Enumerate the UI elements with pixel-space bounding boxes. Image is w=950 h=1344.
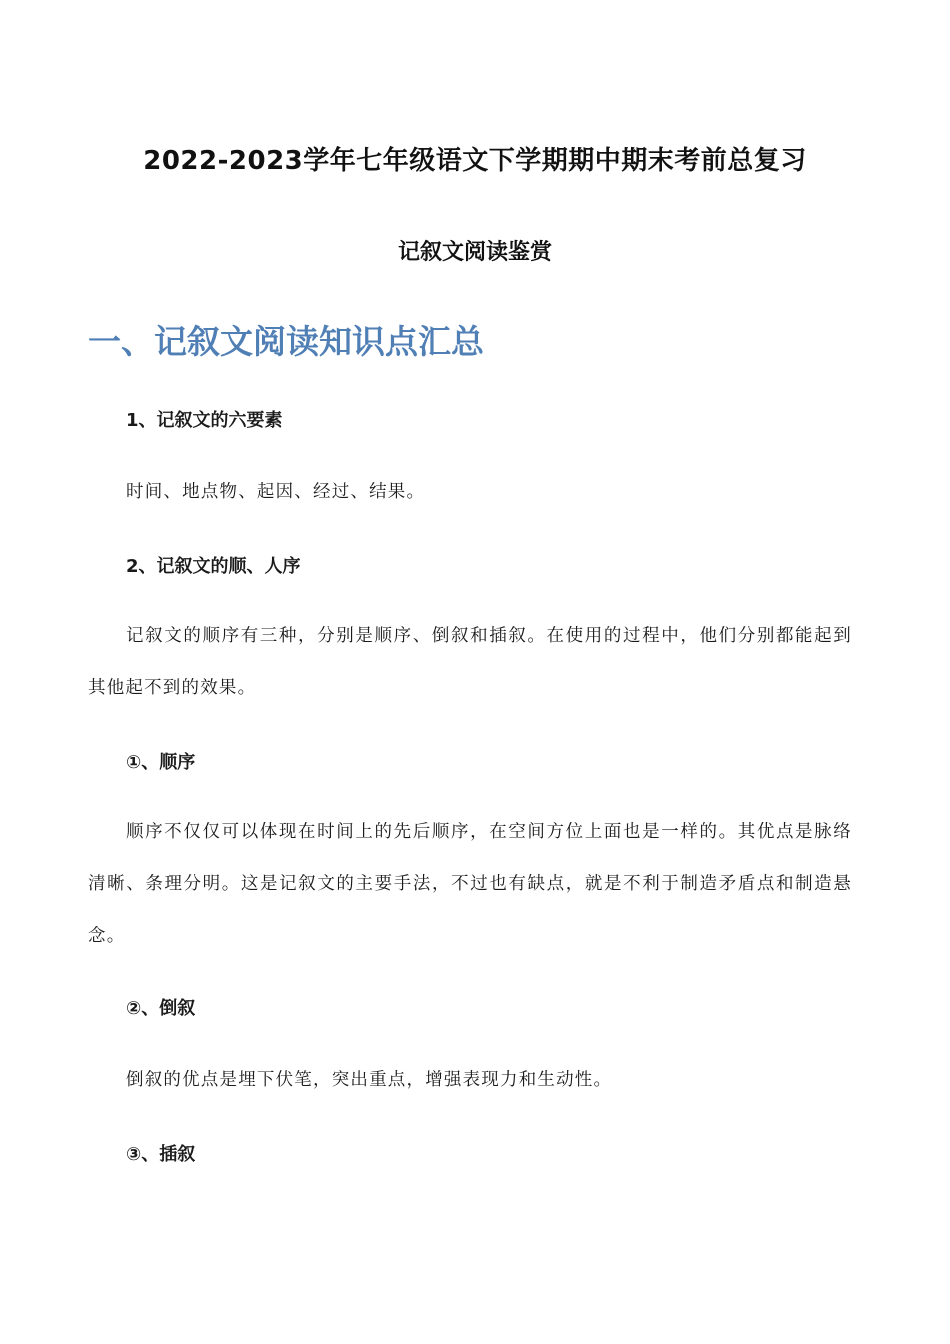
subheading-narrative-order: 2、记叙文的顺、人序 xyxy=(126,556,301,577)
subheading-interjection: ③、插叙 xyxy=(126,1144,196,1165)
paragraph-sequential: 顺序不仅仅可以体现在时间上的先后顺序，在空间方位上面也是一样的。其优点是脉络清晰、条理分明。这是记叙文的主要手法，不过也有缺点，就是不利于制造矛盾点和制造悬念。 xyxy=(88,822,852,946)
section-heading: 一、记叙文阅读知识点汇总 xyxy=(88,322,484,361)
paragraph-flashback: 倒叙的优点是埋下伏笔，突出重点，增强表现力和生动性。 xyxy=(126,1070,613,1090)
document-title: 2022-2023学年七年级语文下学期期中期末考前总复习 xyxy=(143,146,807,176)
document-subtitle: 记叙文阅读鉴赏 xyxy=(397,240,552,265)
subheading-six-elements: 1、记叙文的六要素 xyxy=(126,410,283,431)
paragraph-six-elements: 时间、地点物、起因、经过、结果。 xyxy=(126,482,426,502)
paragraph-narrative-order: 记叙文的顺序有三种，分别是顺序、倒叙和插叙。在使用的过程中，他们分别都能起到其他起不到的效果。 xyxy=(88,626,852,698)
subheading-sequential: ①、顺序 xyxy=(126,752,196,773)
subheading-flashback: ②、倒叙 xyxy=(126,998,196,1019)
